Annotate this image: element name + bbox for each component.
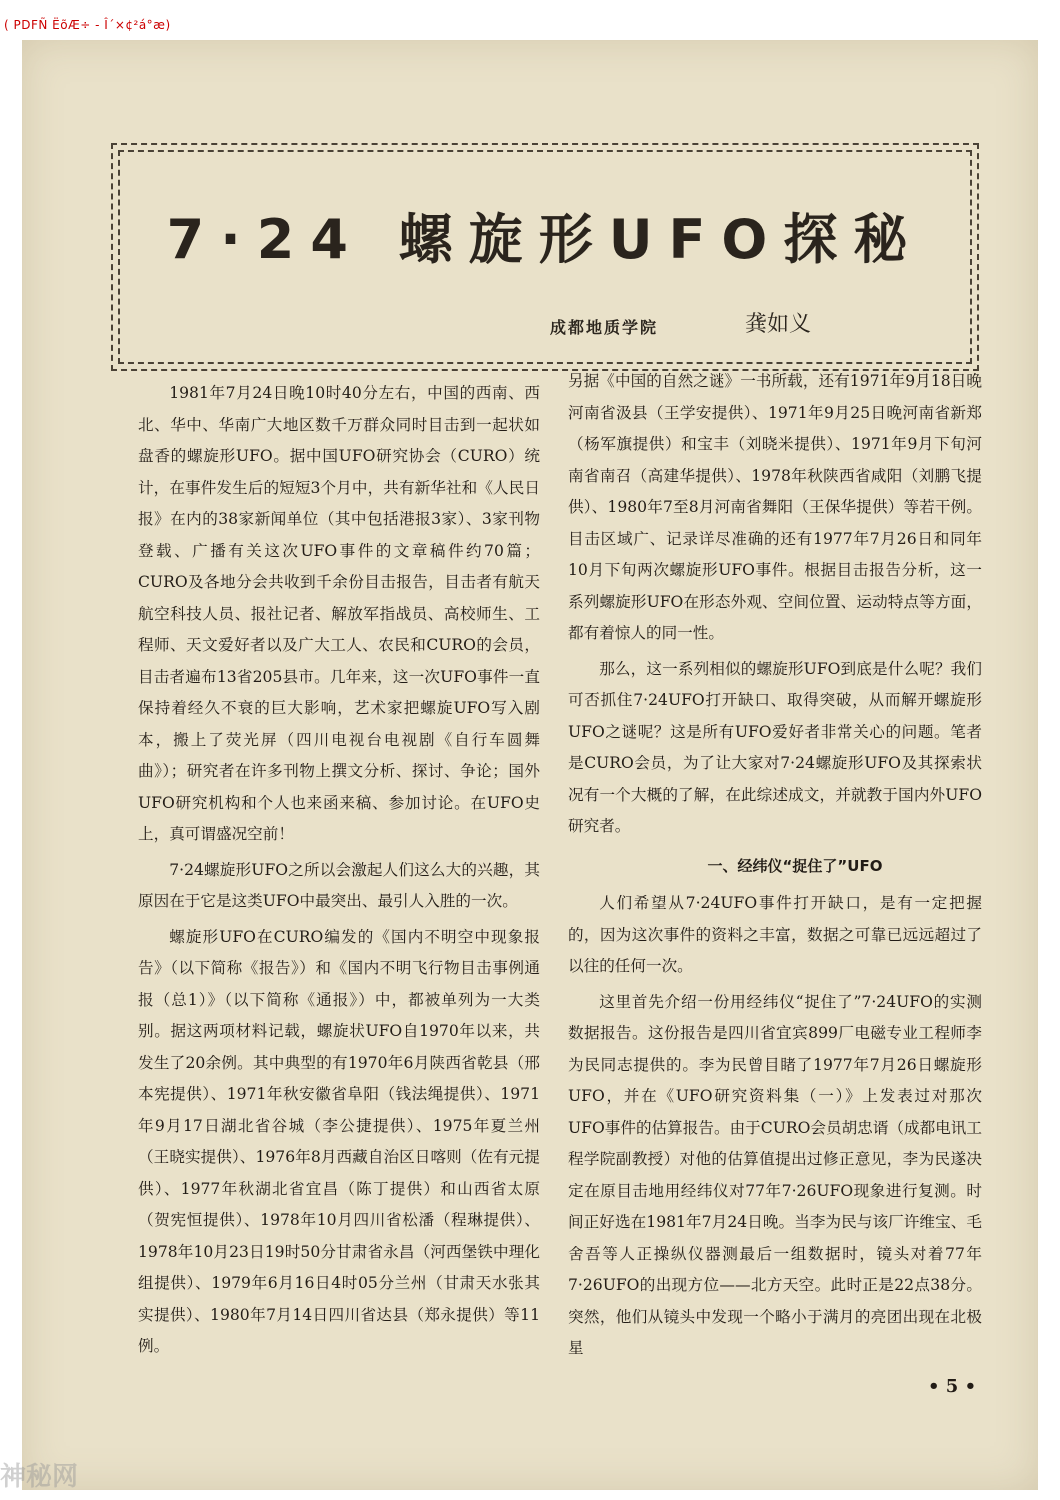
author-name: 龚如义 [745, 312, 812, 337]
paragraph: 螺旋形UFO在CURO编发的《国内不明空中现象报告》（以下简称《报告》）和《国内不明飞行物目击事例通报（总1）》（以下简称《通报》）中，都被单列为一大类别。据这两项材料记载，螺旋状UFO自1970年以来，共发生了20余例。其中典型的有1970年6月陕西省乾县（邢本宪提供）、1971年秋安徽省阜阳（钱法绳提供）、1971年9月17日湖北省谷城（李公捷提供）、1975年夏兰州（王晓实提供）、1976年8月西藏自治区日喀则（佐有元提供）、1977年秋湖北省宜昌（陈丁提供）和山西省太原（贺宪恒提供）、1978年10月四川省松潘（程琳提供）、1978年10月23日19时50分甘肃省永昌（河西堡铁中理化组提供）、1979年6月16日4时05分兰州（甘肃天水张其实提供）、1980年7月14日四川省达县（郑永提供）等11例。 [138, 927, 540, 1355]
right-column [568, 366, 982, 1369]
paragraph: 那么，这一系列相似的螺旋形UFO到底是什么呢？我们可否抓住7·24UFO打开缺口、取得突破，从而解开螺旋形UFO之谜呢？这是所有UFO爱好者非常关心的问题。笔者是CURO会员，为了让大家对7·24螺旋形UFO及其探索状况有一个大概的了解，在此综述成文，并就教于国内外UFO研究者。 [568, 659, 982, 835]
paragraph: 7·24螺旋形UFO之所以会激起人们这么大的兴趣，其原因在于它是这类UFO中最突出、最引人入胜的一次。 [138, 860, 540, 910]
title-box [118, 150, 972, 364]
left-column [138, 378, 540, 1367]
watermark: 神秘网 [0, 1462, 79, 1492]
author-affiliation: 成都地质学院 [550, 318, 659, 337]
section-heading: 一、经纬仪“捉住了”UFO [707, 856, 883, 875]
page-number: • 5 • [928, 1376, 977, 1397]
paragraph: 另据《中国的自然之谜》一书所载，还有1971年9月18日晚河南省汲县（王学安提供）、1971年9月25日晚河南省新郑（杨军旗提供）和宝丰（刘晓米提供）、1971年9月下旬河南省南召（高建华提供）、1978年秋陕西省咸阳（刘鹏飞提供）、1980年7至8月河南省舞阳（王保华提供）等若干例。目击区域广、记录详尽准确的还有1977年7月26日和同年10月下旬两次螺旋形UFO事件。根据目击报告分析，这一系列螺旋形UFO在形态外观、空间位置、运动特点等方面，都有着惊人的同一性。 [568, 372, 982, 642]
header-note: ( PDFÑ ËõÆ÷ - Î´×¢²á°æ) [4, 18, 171, 32]
article-title: 7·24 螺旋形UFO探秘 [166, 208, 924, 271]
paragraph: 1981年7月24日晚10时40分左右，中国的西南、西北、华中、华南广大地区数千万群众同时目击到一起状如盘香的螺旋形UFO。据中国UFO研究协会（CURO）统计，在事件发生后的短短3个月中，共有新华社和《人民日报》在内的38家新闻单位（其中包括港报3家）、3家刊物登载、广播有关这次UFO事件的文章稿件约70篇；CURO及各地分会共收到千余份目击报告，目击者有航天航空科技人员、报社记者、解放军指战员、高校师生、工程师、天文爱好者以及广大工人、农民和CURO的会员，目击者遍布13省205县市。几年来，这一次UFO事件一直保持着经久不衰的巨大影响，艺术家把螺旋UFO写入剧本，搬上了荧光屏（四川电视台电视剧《自行车圆舞曲》）；研究者在许多刊物上撰文分析、探讨、争论；国外UFO研究机构和个人也来函来稿、参加讨论。在UFO史上，真可谓盛况空前！ [138, 384, 540, 843]
paragraph: 人们希望从7·24UFO事件打开缺口，是有一定把握的，因为这次事件的资料之丰富，数据之可靠已远远超过了以往的任何一次。 [568, 894, 982, 975]
paragraph: 这里首先介绍一份用经纬仪“捉住了”7·24UFO的实测数据报告。这份报告是四川省宜宾899厂电磁专业工程师李为民同志提供的。李为民曾目睹了1977年7月26日螺旋形UFO，并在《UFO研究资料集（一）》上发表过对那次UFO事件的估算报告。由于CURO会员胡忠谞（成都电讯工程学院副教授）对他的估算值提出过修正意见，李为民遂决定在原目击地用经纬仪对77年7·26UFO现象进行复测。时间正好选在1981年7月24日晚。当李为民与该厂许维宝、毛舍吾等人正操纵仪器测最后一组数据时，镜头对着77年7·26UFO的出现方位——北方天空。此时正是22点38分。突然，他们从镜头中发现一个略小于满月的亮团出现在北极星 [568, 992, 982, 1357]
